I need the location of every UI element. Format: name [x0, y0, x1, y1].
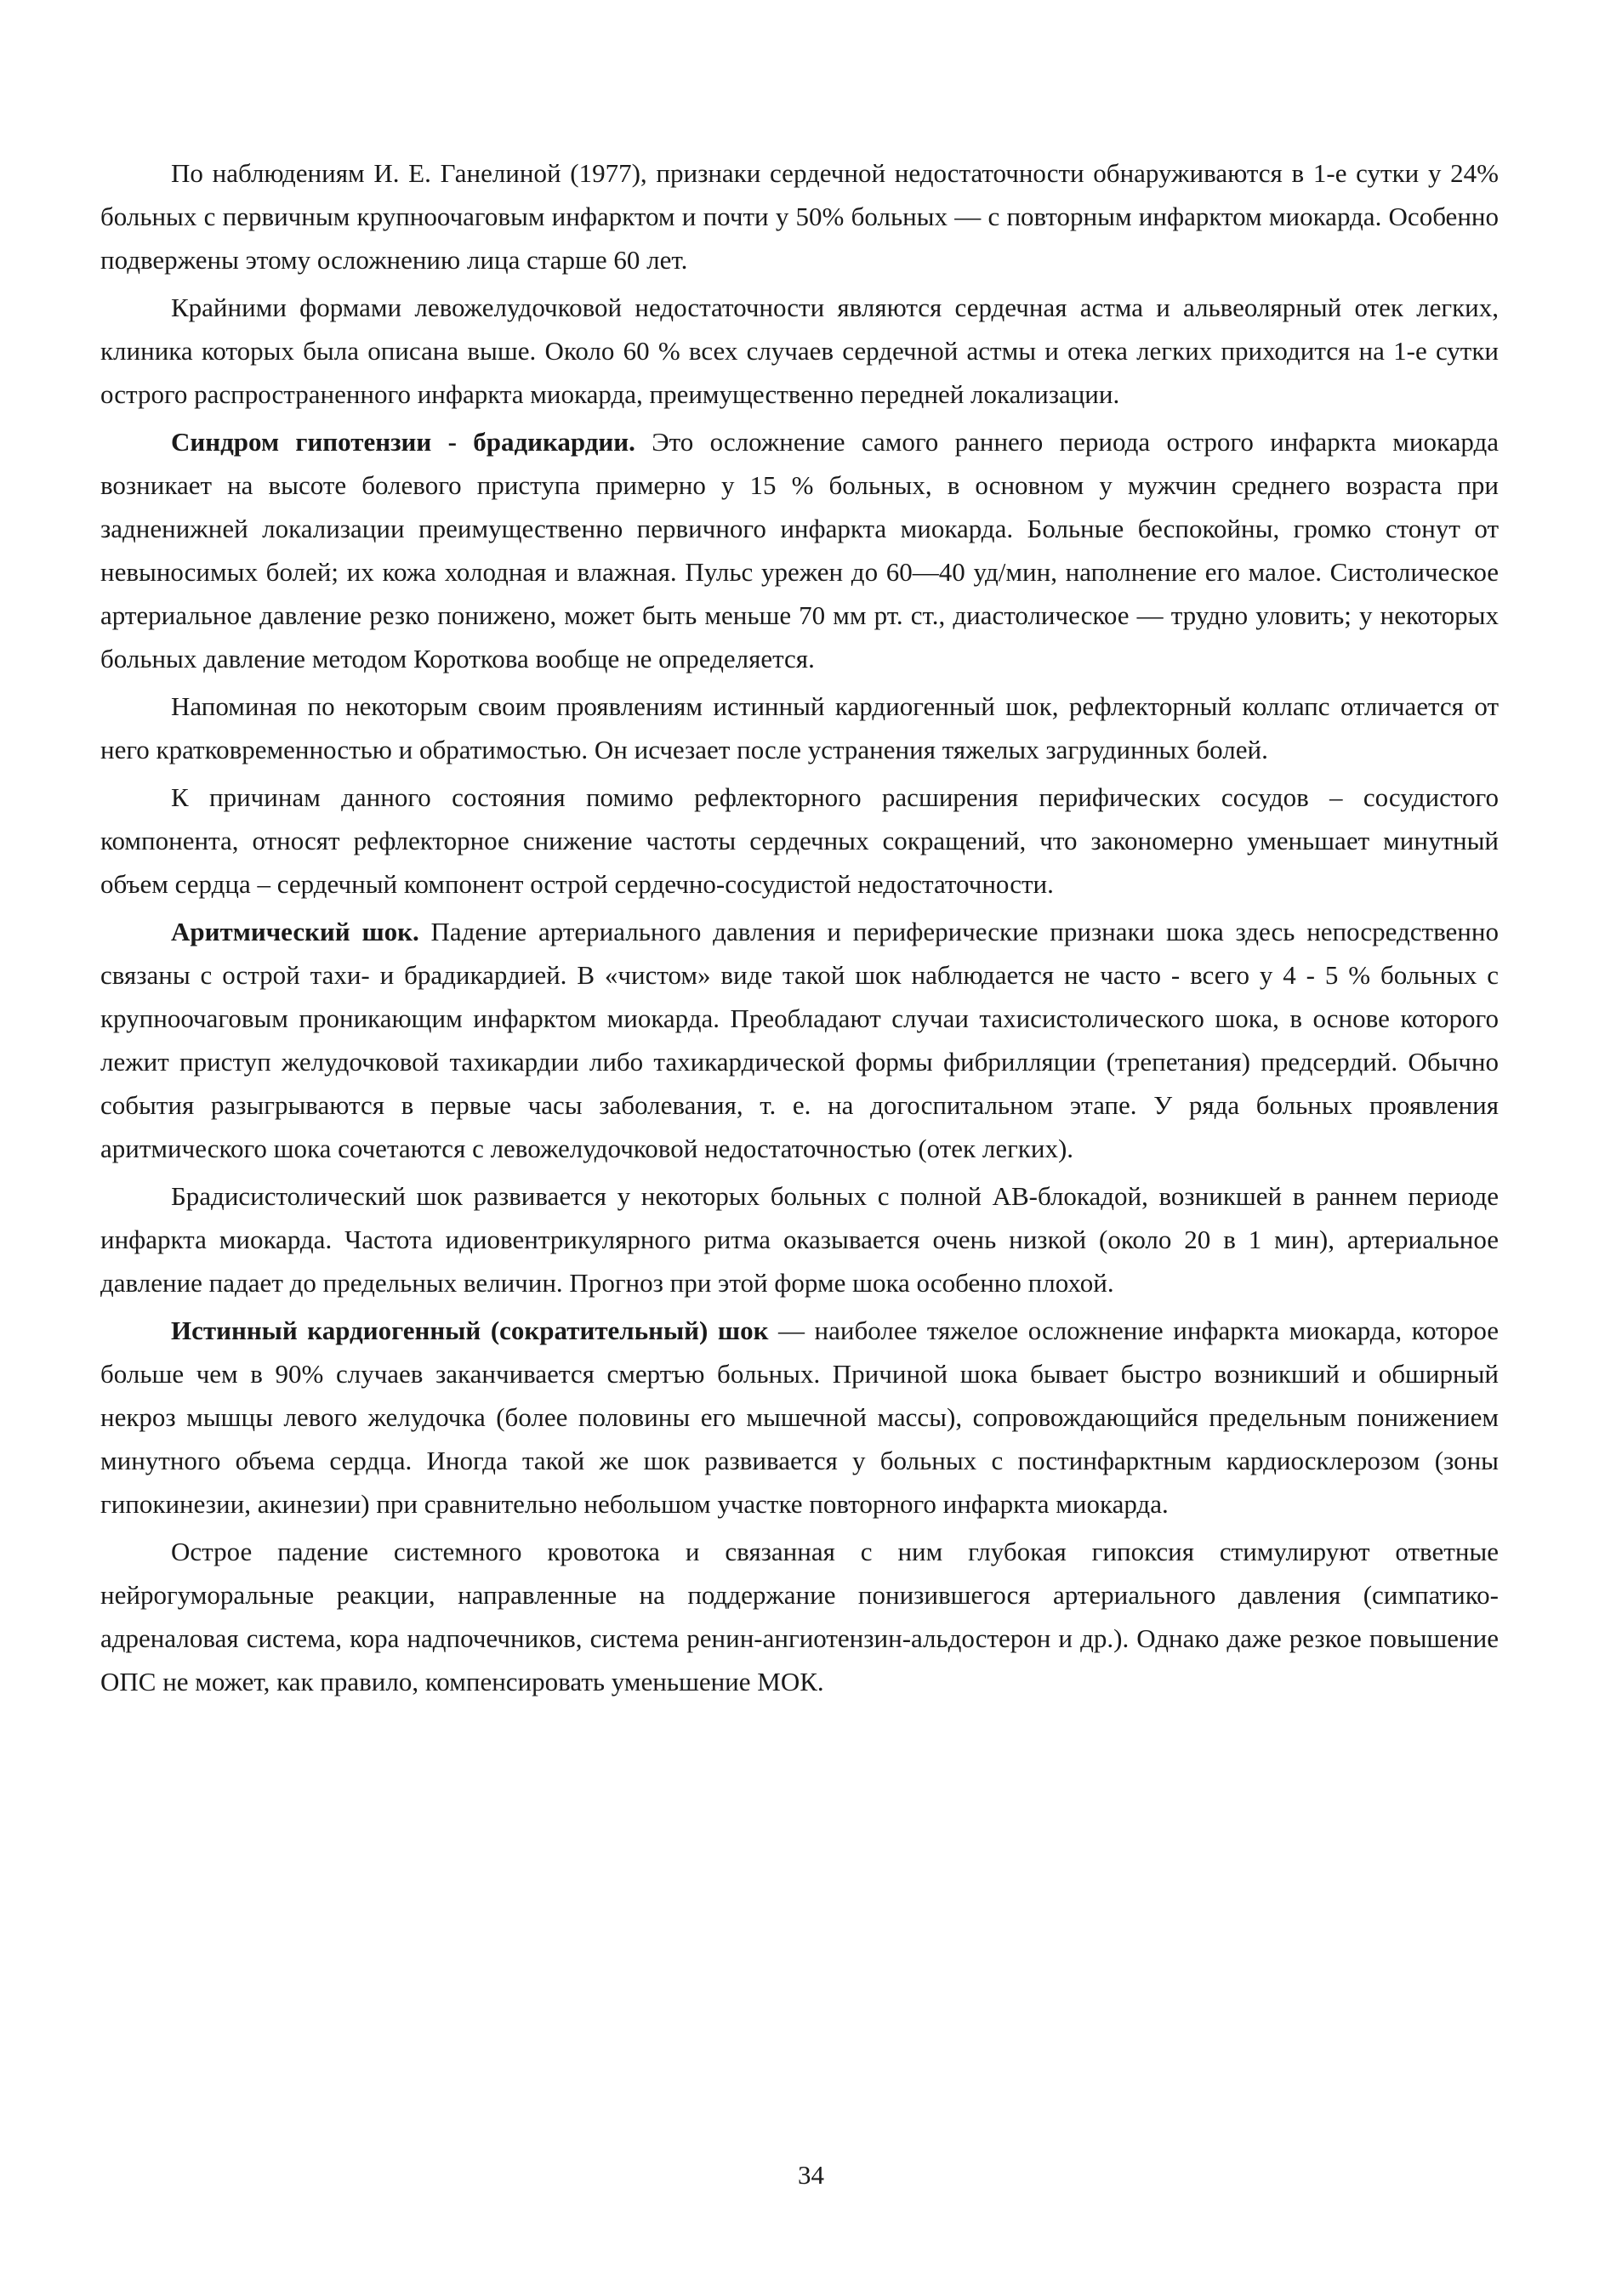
- paragraph-9-text: Острое падение системного кровотока и связанная с ним глубокая гипоксия стимулируют ответные нейрогуморальные реакции, направленные на поддержание понизившегося артериального давления (симпатико-адреналовая система, кора надпочечников, система ренин-ангиотензин-альдостерон и др.). Однако даже резкое повышение ОПС не может, как правило, компенсировать уменьшение МОК.: [100, 1537, 1499, 1696]
- paragraph-7-text: Брадисистолический шок развивается у некоторых больных с полной АВ-блокадой, возникшей в раннем периоде инфаркта миокарда. Частота идиовентрикулярного ритма оказывается очень низкой (около 20 в 1 мин), артериальное давление падает до предельных величин. Прогноз при этой форме шока особенно плохой.: [100, 1181, 1499, 1298]
- paragraph-3: [100, 420, 1499, 680]
- paragraph-6-lead: Аритмический шок.: [171, 917, 419, 946]
- paragraph-8-text: — наиболее тяжелое осложнение инфаркта миокарда, которое больше чем в 90% случаев заканчивается смертъю больных. Причиной шока бывает быстро возникший и обширный некроз мышцы левого желудочка (более половины его мышечной массы), сопровождающийся предельным понижением минутного объема сердца. Иногда такой же шок развивается у больных с постинфарктным кардиосклерозом (зоны гипокинезии, акинезии) при сравнительно небольшом участке повторного инфаркта миокарда.: [100, 1316, 1499, 1519]
- paragraph-9: [100, 1530, 1499, 1703]
- paragraph-1-text: По наблюдениям И. Е. Ганелиной (1977), признаки сердечной недостаточности обнаруживаются в 1-е сутки у 24% больных с первичным крупноочаговым инфарктом и почти у 50% больных — с повторным инфарктом миокарда. Особенно подвержены этому осложнению лица старше 60 лет.: [100, 158, 1499, 275]
- paragraph-2: [100, 286, 1499, 416]
- paragraph-2-text: Крайними формами левожелудочковой недостаточности являются сердечная астма и альвеолярный отек легких, клиника которых была описана выше. Около 60 % всех случаев сердечной астмы и отека легких приходится на 1-е сутки острого распространенного инфаркта миокарда, преимущественно передней локализации.: [100, 293, 1499, 409]
- paragraph-5-text: К причинам данного состояния помимо рефлекторного расширения перифических сосудов – сосудистого компонента, относят рефлекторное снижение частоты сердечных сокращений, что закономерно уменьшает минутный объем сердца – сердечный компонент острой сердечно-сосудистой недостаточности.: [100, 782, 1499, 899]
- paragraph-5: [100, 776, 1499, 906]
- paragraph-6: [100, 910, 1499, 1170]
- paragraph-8: [100, 1309, 1499, 1526]
- paragraph-3-text: Это осложнение самого раннего периода острого инфаркта миокарда возникает на высоте болевого приступа примерно у 15 % больных, в основном у мужчин среднего возраста при задненижней локализации преимущественно первичного инфаркта миокарда. Больные беспокойны, громко стонут от невыносимых болей; их кожа холодная и влажная. Пульс урежен до 60—40 уд/мин, наполнение его малое. Систолическое артериальное давление резко понижено, может быть меньше 70 мм рт. ст., диастолическое — трудно уловить; у некоторых больных давление методом Короткова вообще не определяется.: [100, 427, 1499, 673]
- page-number: 34: [798, 2160, 824, 2190]
- paragraph-4-text: Напоминая по некоторым своим проявлениям истинный кардиогенный шок, рефлекторный коллапс отличается от него кратковременностью и обратимостью. Он исчезает после устранения тяжелых загрудинных болей.: [100, 691, 1499, 764]
- paragraph-4: [100, 685, 1499, 771]
- paragraph-6-text: Падение артериального давления и периферические признаки шока здесь непосредственно связаны с острой тахи- и брадикардией. В «чистом» виде такой шок наблюдается не часто - всего у 4 - 5 % больных с крупноочаговым проникающим инфарктом миокарда. Преобладают случаи тахисистолического шока, в основе которого лежит приступ желудочковой тахикардии либо тахикардической формы фибрилляции (трепетания) предсердий. Обычно события разыгрываются в первые часы заболевания, т. е. на догоспитальном этапе. У ряда больных проявления аритмического шока сочетаются с левожелудочковой недостаточностью (отек легких).: [100, 917, 1499, 1163]
- paragraph-8-lead: Истинный кардиогенный (сократительный) шок: [171, 1316, 769, 1345]
- paragraph-3-lead: Синдром гипотензии - брадикардии.: [171, 427, 635, 457]
- page-body: [100, 151, 1499, 1708]
- paragraph-1: [100, 151, 1499, 281]
- paragraph-7: [100, 1174, 1499, 1304]
